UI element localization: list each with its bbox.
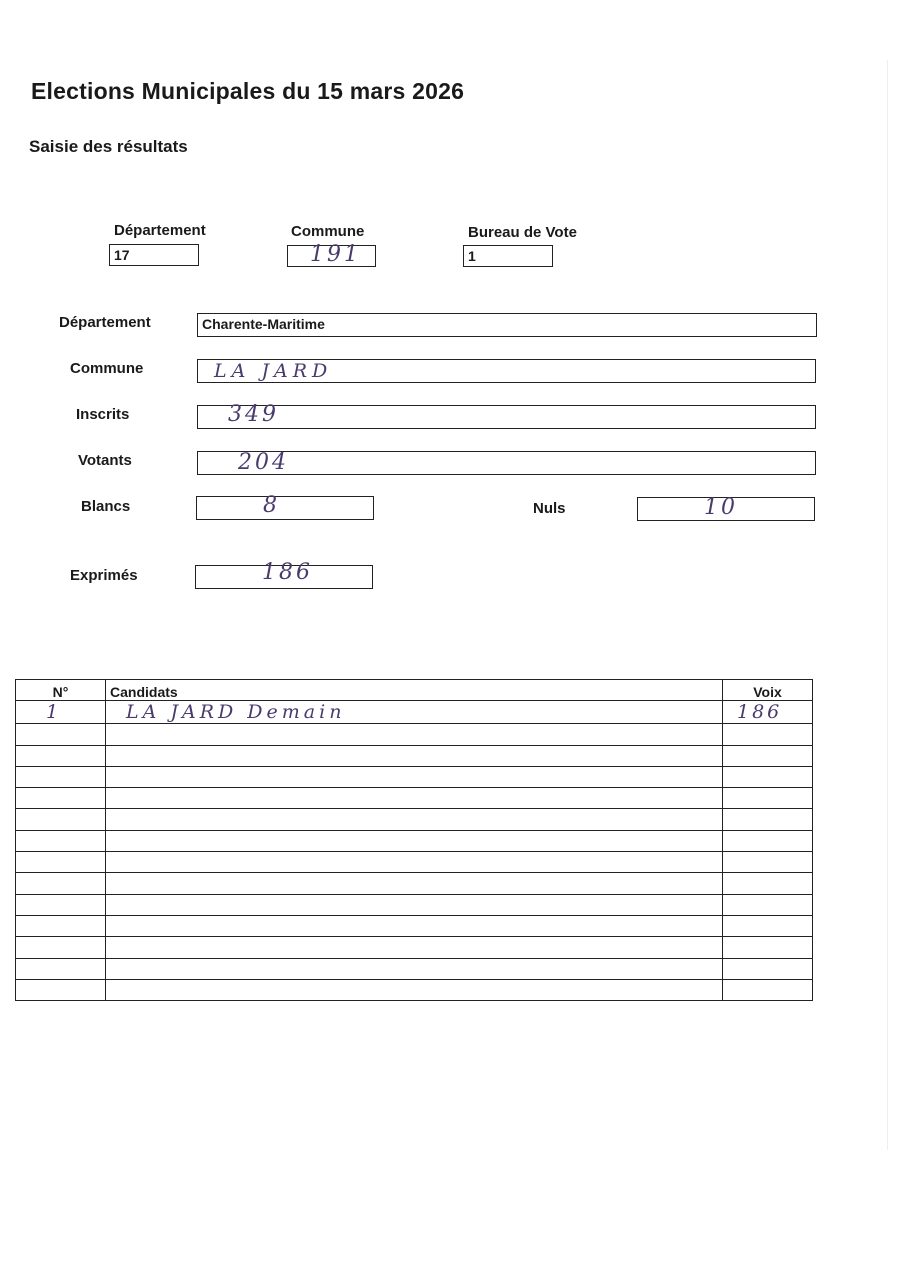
commune-label: Commune xyxy=(70,360,144,377)
nuls-value: 10 xyxy=(704,495,738,520)
row-num-cell[interactable] xyxy=(16,701,106,724)
exprimes-label: Exprimés xyxy=(70,567,138,584)
results-table xyxy=(15,679,813,1001)
code-bureau-label: Bureau de Vote xyxy=(468,224,577,241)
table-row xyxy=(16,958,813,979)
header-num: N° xyxy=(16,680,106,701)
nuls-field[interactable] xyxy=(637,497,815,521)
code-bureau-value: 1 xyxy=(468,248,476,264)
code-commune-value: 191 xyxy=(310,242,361,267)
row-candidat-cell[interactable] xyxy=(106,937,723,958)
table-row xyxy=(16,915,813,936)
inscrits-label: Inscrits xyxy=(76,406,130,423)
page-edge xyxy=(887,60,888,1150)
code-departement-field[interactable] xyxy=(109,244,199,266)
votants-label: Votants xyxy=(78,452,132,469)
inscrits-field[interactable] xyxy=(197,402,816,429)
departement-label: Département xyxy=(59,314,151,331)
row-voix-cell[interactable] xyxy=(723,788,813,809)
code-commune-label: Commune xyxy=(291,223,365,240)
row-voix-cell[interactable] xyxy=(723,894,813,915)
blancs-value: 8 xyxy=(263,493,280,518)
header-voix: Voix xyxy=(723,680,813,701)
row-candidat-cell[interactable] xyxy=(106,915,723,936)
row-num-cell[interactable] xyxy=(16,809,106,830)
table-row xyxy=(16,979,813,1000)
code-commune-field[interactable] xyxy=(287,242,376,267)
row-voix-cell[interactable] xyxy=(723,809,813,830)
row-num-cell[interactable] xyxy=(16,873,106,894)
blancs-field[interactable] xyxy=(196,493,374,520)
blancs-label: Blancs xyxy=(81,498,131,515)
table-row xyxy=(16,852,813,873)
row-num-cell[interactable] xyxy=(16,766,106,787)
commune-value: LA JARD xyxy=(214,360,333,382)
code-bureau-field[interactable] xyxy=(463,245,553,267)
code-departement-label: Département xyxy=(114,222,206,239)
row-num-cell[interactable] xyxy=(16,788,106,809)
row-voix-cell[interactable] xyxy=(723,958,813,979)
nuls-label: Nuls xyxy=(533,500,566,517)
row-num-cell[interactable] xyxy=(16,979,106,1000)
row-voix-cell[interactable] xyxy=(723,745,813,766)
votants-value: 204 xyxy=(238,450,289,475)
row-candidat-cell[interactable] xyxy=(106,766,723,787)
table-row xyxy=(16,745,813,766)
row-num-cell[interactable] xyxy=(16,937,106,958)
row-voix-cell[interactable] xyxy=(723,724,813,745)
row-candidat-cell[interactable] xyxy=(106,724,723,745)
table-row xyxy=(16,766,813,787)
table-row xyxy=(16,937,813,958)
table-row xyxy=(16,894,813,915)
row-num-cell[interactable] xyxy=(16,745,106,766)
row-voix-cell[interactable] xyxy=(723,937,813,958)
row-candidat-cell[interactable] xyxy=(106,830,723,851)
row-candidat-cell[interactable] xyxy=(106,701,723,724)
row-candidat-cell[interactable] xyxy=(106,958,723,979)
row-candidat-cell[interactable] xyxy=(106,745,723,766)
row-candidat-cell[interactable] xyxy=(106,852,723,873)
row-voix-cell[interactable] xyxy=(723,915,813,936)
row-voix-cell[interactable] xyxy=(723,873,813,894)
table-row xyxy=(16,724,813,745)
row-candidat-cell[interactable] xyxy=(106,788,723,809)
header-candidats: Candidats xyxy=(106,680,723,701)
row-voix-cell[interactable] xyxy=(723,701,813,724)
row-num-cell[interactable] xyxy=(16,852,106,873)
table-header-row xyxy=(16,680,813,701)
row-num-cell[interactable] xyxy=(16,724,106,745)
page-title: Elections Municipales du 15 mars 2026 xyxy=(31,78,465,104)
departement-value: Charente-Maritime xyxy=(202,316,325,332)
row-num-cell[interactable] xyxy=(16,894,106,915)
row-num-cell[interactable] xyxy=(16,915,106,936)
row-voix-value: 186 xyxy=(737,701,783,724)
row-voix-cell[interactable] xyxy=(723,979,813,1000)
row-candidat-value: LA JARD Demain xyxy=(126,701,346,724)
row-num-cell[interactable] xyxy=(16,830,106,851)
table-row xyxy=(16,809,813,830)
row-voix-cell[interactable] xyxy=(723,830,813,851)
table-row xyxy=(16,788,813,809)
votants-field[interactable] xyxy=(197,451,816,475)
row-candidat-cell[interactable] xyxy=(106,979,723,1000)
row-voix-cell[interactable] xyxy=(723,766,813,787)
row-num-value: 1 xyxy=(46,701,62,724)
table-row xyxy=(16,873,813,894)
row-num-cell[interactable] xyxy=(16,958,106,979)
inscrits-value: 349 xyxy=(228,402,279,427)
commune-field[interactable] xyxy=(197,359,816,383)
table-row xyxy=(16,701,813,724)
row-candidat-cell[interactable] xyxy=(106,809,723,830)
row-candidat-cell[interactable] xyxy=(106,873,723,894)
table-row xyxy=(16,830,813,851)
page-subtitle: Saisie des résultats xyxy=(29,137,188,156)
row-candidat-cell[interactable] xyxy=(106,894,723,915)
departement-field[interactable] xyxy=(197,313,817,337)
exprimes-field[interactable] xyxy=(195,560,373,589)
exprimes-value: 186 xyxy=(262,560,313,585)
row-voix-cell[interactable] xyxy=(723,852,813,873)
code-departement-value: 17 xyxy=(114,247,130,263)
